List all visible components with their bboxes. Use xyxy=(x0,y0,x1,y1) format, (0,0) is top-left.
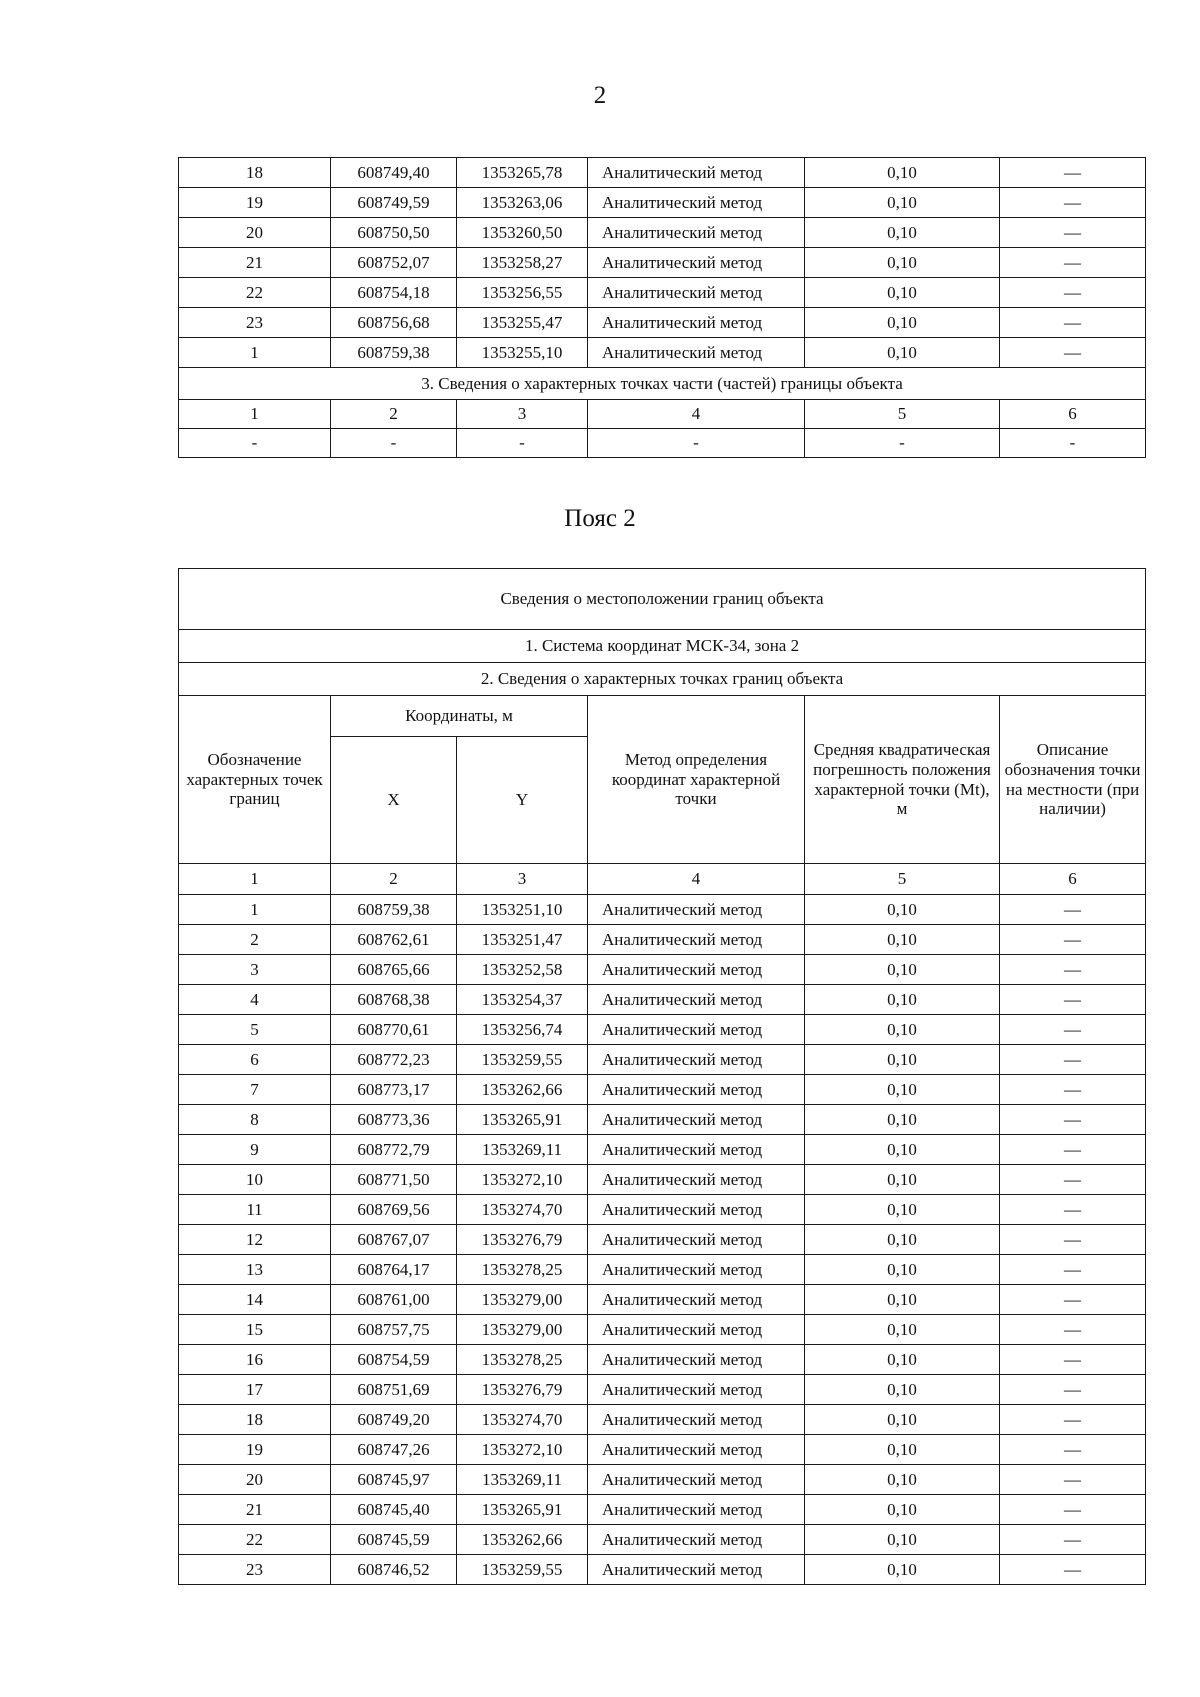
section2-row xyxy=(179,663,1146,696)
method-cell: Аналитический метод xyxy=(588,248,805,278)
y-coordinate-cell: 1353251,47 xyxy=(457,925,588,955)
point-number-cell: 22 xyxy=(179,1525,331,1555)
caption-row xyxy=(179,569,1146,630)
table-row xyxy=(179,1225,1146,1255)
description-cell: — xyxy=(1000,188,1146,218)
empty-cell: - xyxy=(179,429,331,458)
method-cell: Аналитический метод xyxy=(588,1285,805,1315)
x-coordinate-cell: 608770,61 xyxy=(331,1015,457,1045)
table-row xyxy=(179,188,1146,218)
point-number-cell: 17 xyxy=(179,1375,331,1405)
y-coordinate-cell: 1353263,06 xyxy=(457,188,588,218)
x-coordinate-cell: 608746,52 xyxy=(331,1555,457,1585)
point-number-cell: 18 xyxy=(179,158,331,188)
x-coordinate-cell: 608772,23 xyxy=(331,1045,457,1075)
method-cell: Аналитический метод xyxy=(588,1105,805,1135)
x-coordinate-cell: 608747,26 xyxy=(331,1435,457,1465)
mt-cell: 0,10 xyxy=(805,1135,1000,1165)
point-number-cell: 10 xyxy=(179,1165,331,1195)
bottom-table-rows xyxy=(179,895,1146,1585)
coordinates-header: Координаты, м xyxy=(331,696,588,737)
y-coordinate-cell: 1353279,00 xyxy=(457,1315,588,1345)
x-coordinate-cell: 608762,61 xyxy=(331,925,457,955)
description-cell: — xyxy=(1000,955,1146,985)
description-cell: — xyxy=(1000,1195,1146,1225)
y-coordinate-cell: 1353262,66 xyxy=(457,1075,588,1105)
y-coordinate-cell: 1353251,10 xyxy=(457,895,588,925)
table-row xyxy=(179,218,1146,248)
y-coordinate-cell: 1353276,79 xyxy=(457,1225,588,1255)
mt-cell: 0,10 xyxy=(805,1555,1000,1585)
y-coordinate-cell: 1353265,78 xyxy=(457,158,588,188)
mt-cell: 0,10 xyxy=(805,308,1000,338)
x-coordinate-cell: 608773,17 xyxy=(331,1075,457,1105)
point-number-cell: 16 xyxy=(179,1345,331,1375)
x-coordinate-cell: 608745,97 xyxy=(331,1465,457,1495)
y-coordinate-cell: 1353272,10 xyxy=(457,1165,588,1195)
description-cell: — xyxy=(1000,218,1146,248)
table-row xyxy=(179,1015,1146,1045)
method-cell: Аналитический метод xyxy=(588,1015,805,1045)
table-row xyxy=(179,1075,1146,1105)
method-cell: Аналитический метод xyxy=(588,218,805,248)
table-row xyxy=(179,308,1146,338)
column-number-cell: 2 xyxy=(331,864,457,895)
method-cell: Аналитический метод xyxy=(588,1165,805,1195)
y-header: Y xyxy=(457,737,588,864)
mt-cell: 0,10 xyxy=(805,158,1000,188)
point-number-cell: 4 xyxy=(179,985,331,1015)
top-table-rows xyxy=(179,158,1146,368)
point-header: Обозначение характерных точек границ xyxy=(179,696,331,864)
method-cell: Аналитический метод xyxy=(588,1405,805,1435)
y-coordinate-cell: 1353269,11 xyxy=(457,1465,588,1495)
description-cell: — xyxy=(1000,1465,1146,1495)
method-cell: Аналитический метод xyxy=(588,1435,805,1465)
table-caption xyxy=(179,569,1146,630)
point-number-cell: 8 xyxy=(179,1105,331,1135)
table-row xyxy=(179,1525,1146,1555)
description-cell: — xyxy=(1000,338,1146,368)
page-number: 2 xyxy=(593,82,607,109)
table-row xyxy=(179,338,1146,368)
method-cell: Аналитический метод xyxy=(588,1135,805,1165)
point-number-cell: 23 xyxy=(179,1555,331,1585)
table-row xyxy=(179,1045,1146,1075)
x-coordinate-cell: 608749,20 xyxy=(331,1405,457,1435)
mt-cell: 0,10 xyxy=(805,278,1000,308)
method-cell: Аналитический метод xyxy=(588,188,805,218)
y-coordinate-cell: 1353260,50 xyxy=(457,218,588,248)
method-cell: Аналитический метод xyxy=(588,1195,805,1225)
point-number-cell: 1 xyxy=(179,895,331,925)
y-coordinate-cell: 1353259,55 xyxy=(457,1555,588,1585)
column-number-cell: 6 xyxy=(1000,400,1146,429)
empty-cell: - xyxy=(588,429,805,458)
column-number-row xyxy=(179,400,1146,429)
method-cell: Аналитический метод xyxy=(588,955,805,985)
y-coordinate-cell: 1353274,70 xyxy=(457,1405,588,1435)
table-row xyxy=(179,248,1146,278)
method-cell: Аналитический метод xyxy=(588,985,805,1015)
x-coordinate-cell: 608761,00 xyxy=(331,1285,457,1315)
y-coordinate-cell: 1353278,25 xyxy=(457,1255,588,1285)
description-cell: — xyxy=(1000,1435,1146,1465)
y-coordinate-cell: 1353255,10 xyxy=(457,338,588,368)
point-number-cell: 12 xyxy=(179,1225,331,1255)
mt-cell: 0,10 xyxy=(805,985,1000,1015)
x-coordinate-cell: 608756,68 xyxy=(331,308,457,338)
description-cell: — xyxy=(1000,158,1146,188)
column-number-cell: 1 xyxy=(179,864,331,895)
description-cell: — xyxy=(1000,1225,1146,1255)
method-cell: Аналитический метод xyxy=(588,895,805,925)
method-cell: Аналитический метод xyxy=(588,925,805,955)
y-coordinate-cell: 1353269,11 xyxy=(457,1135,588,1165)
empty-cell: - xyxy=(805,429,1000,458)
description-cell: — xyxy=(1000,1555,1146,1585)
description-cell: — xyxy=(1000,1105,1146,1135)
y-coordinate-cell: 1353262,66 xyxy=(457,1525,588,1555)
table-row xyxy=(179,895,1146,925)
description-cell: — xyxy=(1000,308,1146,338)
mt-cell: 0,10 xyxy=(805,1345,1000,1375)
point-number-cell: 21 xyxy=(179,1495,331,1525)
table-row xyxy=(179,1375,1146,1405)
method-cell: Аналитический метод xyxy=(588,1555,805,1585)
mt-cell: 0,10 xyxy=(805,1285,1000,1315)
method-cell: Аналитический метод xyxy=(588,1075,805,1105)
method-cell: Аналитический метод xyxy=(588,278,805,308)
mt-cell: 0,10 xyxy=(805,188,1000,218)
table-row xyxy=(179,278,1146,308)
empty-cell: - xyxy=(1000,429,1146,458)
column-number-cell: 6 xyxy=(1000,864,1146,895)
mt-cell: 0,10 xyxy=(805,1375,1000,1405)
section1-row xyxy=(179,630,1146,663)
description-cell: — xyxy=(1000,1075,1146,1105)
mt-cell: 0,10 xyxy=(805,248,1000,278)
mt-cell: 0,10 xyxy=(805,1465,1000,1495)
point-number-cell: 3 xyxy=(179,955,331,985)
mt-cell: 0,10 xyxy=(805,338,1000,368)
method-cell: Аналитический метод xyxy=(588,1525,805,1555)
table-row xyxy=(179,1165,1146,1195)
point-number-cell: 13 xyxy=(179,1255,331,1285)
y-coordinate-cell: 1353259,55 xyxy=(457,1045,588,1075)
header-row-1 xyxy=(179,696,1146,737)
mt-cell: 0,10 xyxy=(805,1045,1000,1075)
x-coordinate-cell: 608757,75 xyxy=(331,1315,457,1345)
x-coordinate-cell: 608759,38 xyxy=(331,895,457,925)
point-number-cell: 7 xyxy=(179,1075,331,1105)
mt-cell: 0,10 xyxy=(805,1225,1000,1255)
x-coordinate-cell: 608772,79 xyxy=(331,1135,457,1165)
y-coordinate-cell: 1353265,91 xyxy=(457,1105,588,1135)
point-number-cell: 22 xyxy=(179,278,331,308)
empty-cell: - xyxy=(457,429,588,458)
description-cell: — xyxy=(1000,1255,1146,1285)
description-cell: — xyxy=(1000,278,1146,308)
table-row xyxy=(179,1105,1146,1135)
section2-title: 2. Сведения о характерных точках границ объекта xyxy=(179,663,1146,696)
description-cell: — xyxy=(1000,1165,1146,1195)
y-coordinate-cell: 1353256,55 xyxy=(457,278,588,308)
x-coordinate-cell: 608754,59 xyxy=(331,1345,457,1375)
mt-cell: 0,10 xyxy=(805,1435,1000,1465)
column-number-cell: 1 xyxy=(179,400,331,429)
boundary-points-table-continued xyxy=(178,157,1146,458)
description-cell: — xyxy=(1000,1015,1146,1045)
x-coordinate-cell: 608759,38 xyxy=(331,338,457,368)
column-number-cell: 3 xyxy=(457,864,588,895)
x-coordinate-cell: 608754,18 xyxy=(331,278,457,308)
x-coordinate-cell: 608745,59 xyxy=(331,1525,457,1555)
point-number-cell: 6 xyxy=(179,1045,331,1075)
y-coordinate-cell: 1353279,00 xyxy=(457,1285,588,1315)
description-header: Описание обозначения точки на местности (при наличии) xyxy=(1000,696,1146,864)
table-row xyxy=(179,985,1146,1015)
x-coordinate-cell: 608751,69 xyxy=(331,1375,457,1405)
table-row xyxy=(179,955,1146,985)
table-row xyxy=(179,1435,1146,1465)
point-number-cell: 19 xyxy=(179,188,331,218)
description-cell: — xyxy=(1000,895,1146,925)
zone-title: Пояс 2 xyxy=(564,505,636,532)
method-cell: Аналитический метод xyxy=(588,1225,805,1255)
description-cell: — xyxy=(1000,925,1146,955)
point-number-cell: 14 xyxy=(179,1285,331,1315)
mt-cell: 0,10 xyxy=(805,1165,1000,1195)
method-cell: Аналитический метод xyxy=(588,1345,805,1375)
section3-title: 3. Сведения о характерных точках части (частей) границы объекта xyxy=(179,368,1146,400)
mt-cell: 0,10 xyxy=(805,925,1000,955)
description-cell: — xyxy=(1000,1375,1146,1405)
x-coordinate-cell: 608764,17 xyxy=(331,1255,457,1285)
table-caption-text: Сведения о местоположении границ объекта xyxy=(500,588,824,608)
column-number-cell: 4 xyxy=(588,864,805,895)
column-number-cell: 4 xyxy=(588,400,805,429)
column-number-row xyxy=(179,864,1146,895)
method-cell: Аналитический метод xyxy=(588,1495,805,1525)
x-header: X xyxy=(331,737,457,864)
description-cell: — xyxy=(1000,1405,1146,1435)
table-row xyxy=(179,158,1146,188)
mt-cell: 0,10 xyxy=(805,218,1000,248)
x-coordinate-cell: 608750,50 xyxy=(331,218,457,248)
table-row xyxy=(179,1345,1146,1375)
section3-row xyxy=(179,368,1146,400)
description-cell: — xyxy=(1000,248,1146,278)
mt-header: Средняя квадратическая погрешность положения характерной точки (Mt), м xyxy=(805,696,1000,864)
x-coordinate-cell: 608771,50 xyxy=(331,1165,457,1195)
description-cell: — xyxy=(1000,1045,1146,1075)
description-cell: — xyxy=(1000,1345,1146,1375)
x-coordinate-cell: 608768,38 xyxy=(331,985,457,1015)
method-cell: Аналитический метод xyxy=(588,1375,805,1405)
y-coordinate-cell: 1353278,25 xyxy=(457,1345,588,1375)
table-row xyxy=(179,1405,1146,1435)
table-row xyxy=(179,1195,1146,1225)
point-number-cell: 23 xyxy=(179,308,331,338)
mt-cell: 0,10 xyxy=(805,1255,1000,1285)
description-cell: — xyxy=(1000,1525,1146,1555)
point-number-cell: 9 xyxy=(179,1135,331,1165)
x-coordinate-cell: 608769,56 xyxy=(331,1195,457,1225)
table-row xyxy=(179,1255,1146,1285)
method-cell: Аналитический метод xyxy=(588,1465,805,1495)
mt-cell: 0,10 xyxy=(805,1405,1000,1435)
mt-cell: 0,10 xyxy=(805,1495,1000,1525)
column-number-cell: 5 xyxy=(805,400,1000,429)
column-number-cell: 2 xyxy=(331,400,457,429)
table-row xyxy=(179,925,1146,955)
description-cell: — xyxy=(1000,1315,1146,1345)
column-number-cell: 5 xyxy=(805,864,1000,895)
description-cell: — xyxy=(1000,1285,1146,1315)
method-header: Метод определения координат характерной точки xyxy=(588,696,805,864)
method-cell: Аналитический метод xyxy=(588,158,805,188)
description-cell: — xyxy=(1000,1135,1146,1165)
method-cell: Аналитический метод xyxy=(588,1315,805,1345)
point-number-cell: 5 xyxy=(179,1015,331,1045)
table-row xyxy=(179,1135,1146,1165)
method-cell: Аналитический метод xyxy=(588,1255,805,1285)
method-cell: Аналитический метод xyxy=(588,1045,805,1075)
boundary-location-table xyxy=(178,568,1146,1585)
y-coordinate-cell: 1353256,74 xyxy=(457,1015,588,1045)
y-coordinate-cell: 1353258,27 xyxy=(457,248,588,278)
point-number-cell: 21 xyxy=(179,248,331,278)
point-number-cell: 20 xyxy=(179,218,331,248)
y-coordinate-cell: 1353272,10 xyxy=(457,1435,588,1465)
description-cell: — xyxy=(1000,1495,1146,1525)
empty-row xyxy=(179,429,1146,458)
table-row xyxy=(179,1285,1146,1315)
table-row xyxy=(179,1315,1146,1345)
empty-cell: - xyxy=(331,429,457,458)
point-number-cell: 19 xyxy=(179,1435,331,1465)
mt-cell: 0,10 xyxy=(805,955,1000,985)
point-number-cell: 15 xyxy=(179,1315,331,1345)
y-coordinate-cell: 1353255,47 xyxy=(457,308,588,338)
x-coordinate-cell: 608749,40 xyxy=(331,158,457,188)
mt-cell: 0,10 xyxy=(805,895,1000,925)
point-number-cell: 1 xyxy=(179,338,331,368)
table-row xyxy=(179,1555,1146,1585)
column-number-cell: 3 xyxy=(457,400,588,429)
table-row xyxy=(179,1465,1146,1495)
y-coordinate-cell: 1353265,91 xyxy=(457,1495,588,1525)
y-coordinate-cell: 1353276,79 xyxy=(457,1375,588,1405)
table-row xyxy=(179,1495,1146,1525)
point-number-cell: 18 xyxy=(179,1405,331,1435)
x-coordinate-cell: 608749,59 xyxy=(331,188,457,218)
point-number-cell: 20 xyxy=(179,1465,331,1495)
point-number-cell: 2 xyxy=(179,925,331,955)
y-coordinate-cell: 1353254,37 xyxy=(457,985,588,1015)
x-coordinate-cell: 608765,66 xyxy=(331,955,457,985)
x-coordinate-cell: 608773,36 xyxy=(331,1105,457,1135)
x-coordinate-cell: 608752,07 xyxy=(331,248,457,278)
y-coordinate-cell: 1353252,58 xyxy=(457,955,588,985)
x-coordinate-cell: 608767,07 xyxy=(331,1225,457,1255)
mt-cell: 0,10 xyxy=(805,1075,1000,1105)
y-coordinate-cell: 1353274,70 xyxy=(457,1195,588,1225)
mt-cell: 0,10 xyxy=(805,1315,1000,1345)
description-cell: — xyxy=(1000,985,1146,1015)
x-coordinate-cell: 608745,40 xyxy=(331,1495,457,1525)
method-cell: Аналитический метод xyxy=(588,338,805,368)
mt-cell: 0,10 xyxy=(805,1195,1000,1225)
section1-title: 1. Система координат МСК-34, зона 2 xyxy=(179,630,1146,663)
mt-cell: 0,10 xyxy=(805,1525,1000,1555)
mt-cell: 0,10 xyxy=(805,1105,1000,1135)
mt-cell: 0,10 xyxy=(805,1015,1000,1045)
method-cell: Аналитический метод xyxy=(588,308,805,338)
point-number-cell: 11 xyxy=(179,1195,331,1225)
